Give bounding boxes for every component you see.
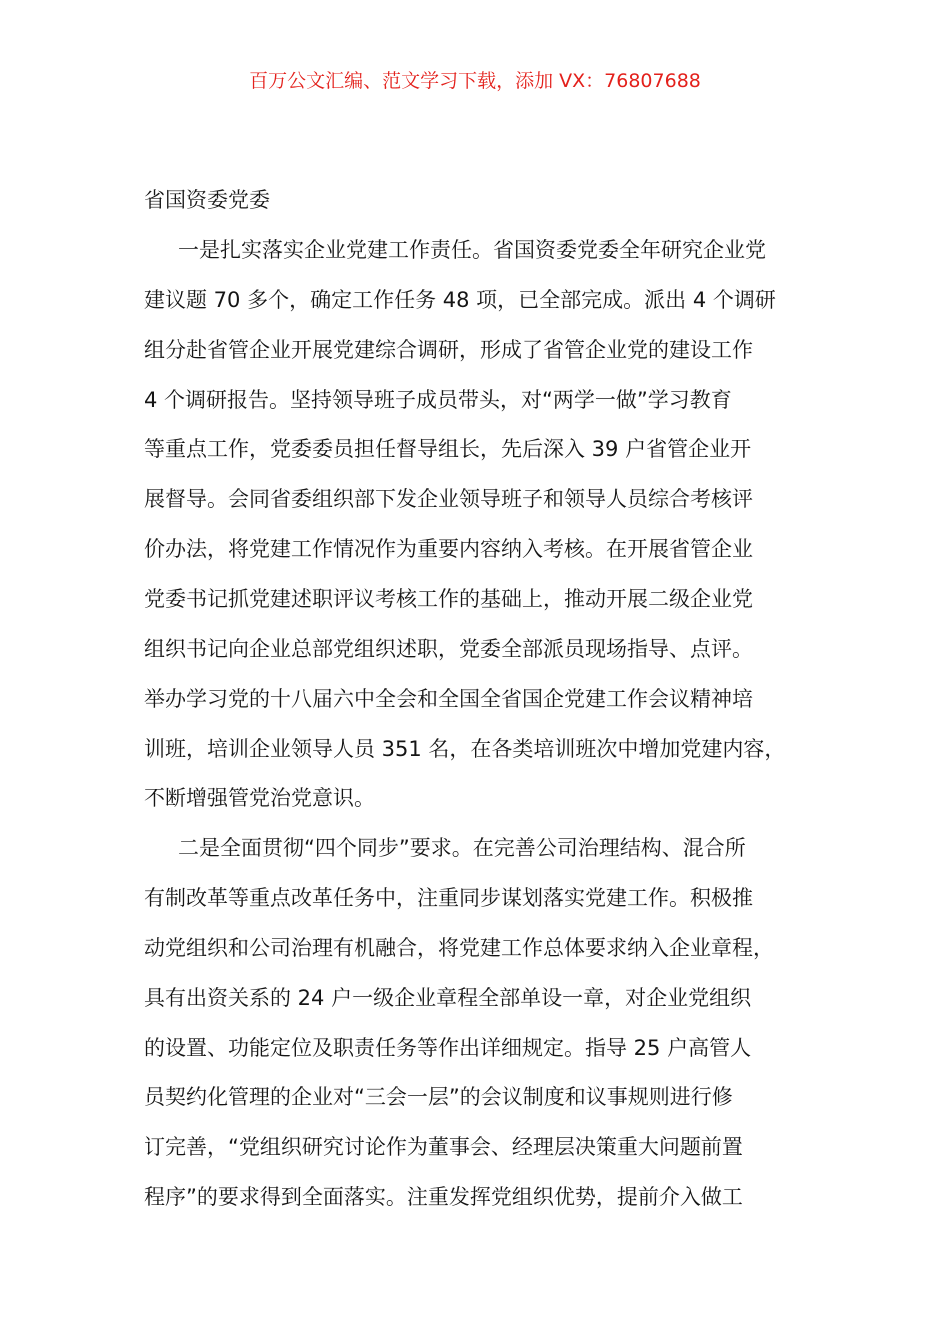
paragraph-line: 的设置、功能定位及职责任务等作出详细规定。指导 25 户高管人 xyxy=(144,1035,752,1060)
paragraph-line: 一是扎实落实企业党建工作责任。省国资委党委全年研究企业党 xyxy=(178,238,766,262)
paragraph-line: 不断增强管党治党意识。 xyxy=(144,786,375,811)
paragraph-line: 订完善，“党组织研究讨论作为董事会、经理层决策重大问题前置 xyxy=(144,1135,743,1160)
paragraph-line: 训班，培训企业领导人员 351 名，在各类培训班次中增加党建内容， xyxy=(144,736,786,761)
paragraph-line: 党委书记抓党建述职评议考核工作的基础上，推动开展二级企业党 xyxy=(144,586,753,611)
paragraph-line: 具有出资关系的 24 户一级企业章程全部单设一章，对企业党组织 xyxy=(144,985,752,1010)
paragraph-line: 4 个调研报告。坚持领导班子成员带头，对“两学一做”学习教育 xyxy=(144,387,732,412)
paragraph-line: 二是全面贯彻“四个同步”要求。在完善公司治理结构、混合所 xyxy=(178,836,746,861)
paragraph-line: 组织书记向企业总部党组织述职，党委全部派员现场指导、点评。 xyxy=(144,636,753,661)
section-heading: 省国资委党委 xyxy=(144,188,270,212)
paragraph-line: 程序”的要求得到全面落实。注重发挥党组织优势，提前介入做工 xyxy=(144,1185,743,1210)
watermark-header: 百万公文汇编、范文学习下载，添加 VX：76807688 xyxy=(249,70,701,92)
paragraph-line: 动党组织和公司治理有机融合，将党建工作总体要求纳入企业章程， xyxy=(144,935,774,960)
paragraph-line: 组分赴省管企业开展党建综合调研，形成了省管企业党的建设工作 xyxy=(144,337,753,362)
paragraph-line: 价办法，将党建工作情况作为重要内容纳入考核。在开展省管企业 xyxy=(144,537,753,562)
paragraph-line: 展督导。会同省委组织部下发企业领导班子和领导人员综合考核评 xyxy=(144,487,753,512)
paragraph-line: 员契约化管理的企业对“三会一层”的会议制度和议事规则进行修 xyxy=(144,1085,733,1110)
paragraph-line: 举办学习党的十八届六中全会和全国全省国企党建工作会议精神培 xyxy=(144,686,753,711)
paragraph-line: 建议题 70 多个，确定工作任务 48 项，已全部完成。派出 4 个调研 xyxy=(144,287,776,312)
paragraph-line: 等重点工作，党委委员担任督导组长，先后深入 39 户省管企业开 xyxy=(144,437,752,462)
paragraph-line: 有制改革等重点改革任务中，注重同步谋划落实党建工作。积极推 xyxy=(144,886,753,911)
